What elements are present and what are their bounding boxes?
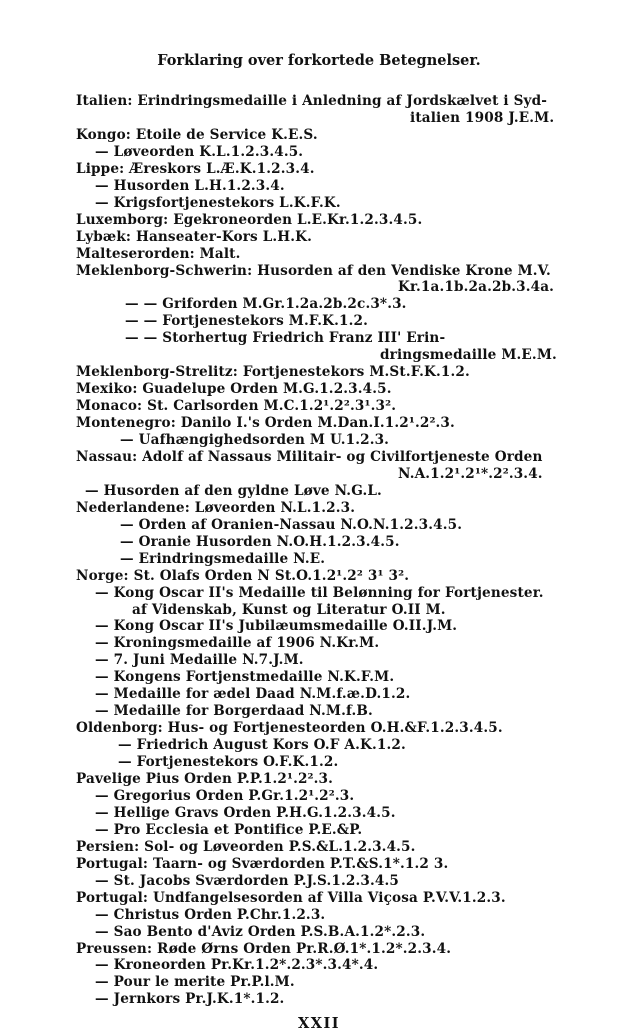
- text-line: — Krigsfortjenestekors L.K.F.K.: [95, 194, 341, 211]
- text-line: — Løveorden K.L.1.2.3.4.5.: [95, 143, 304, 160]
- text-line: Malteserorden: Malt.: [76, 245, 241, 262]
- text-line: — Erindringsmedaille N.E.: [120, 550, 326, 567]
- text-line: — Friedrich August Kors O.F A.K.1.2.: [118, 737, 406, 754]
- text-line: — Kroneorden Pr.Kr.1.2*.2.3*.3.4*.4.: [95, 957, 379, 974]
- text-line: Lippe: Æreskors L.Æ.K.1.2.3.4.: [76, 160, 315, 177]
- text-line: — Christus Orden P.Chr.1.2.3.: [95, 906, 326, 923]
- text-line: — Fortjenestekors O.F.K.1.2.: [118, 754, 339, 771]
- text-line: italien 1908 J.E.M.: [410, 109, 555, 126]
- page-title: Forklaring over forkortede Betegnelser.: [157, 52, 481, 69]
- text-line: Preussen: Røde Ørns Orden Pr.R.Ø.1*.1.2*.2.3.4.: [76, 940, 452, 957]
- text-line: — Medaille for Borgerdaad N.M.f.B.: [95, 703, 373, 720]
- text-line: — — Fortjenestekors M.F.K.1.2.: [125, 313, 369, 330]
- text-line: Lybæk: Hanseater-Kors L.H.K.: [76, 228, 313, 245]
- text-line: — Hellige Gravs Orden P.H.G.1.2.3.4.5.: [95, 804, 396, 821]
- text-line: Kongo: Etoile de Service K.E.S.: [76, 126, 318, 143]
- text-line: — Husorden af den gyldne Løve N.G.L.: [85, 482, 382, 499]
- text-line: — Medaille for ædel Daad N.M.f.æ.D.1.2.: [95, 686, 411, 703]
- text-line: — St. Jacobs Sværdorden P.J.S.1.2.3.4.5: [95, 872, 399, 889]
- text-line: — Kroningsmedaille af 1906 N.Kr.M.: [95, 635, 380, 652]
- text-line: — Husorden L.H.1.2.3.4.: [95, 177, 285, 194]
- text-line: Oldenborg: Hus- og Fortjenesteorden O.H.&F.1.2.3.4.5.: [76, 720, 503, 737]
- text-line: — Gregorius Orden P.Gr.1.2¹.2².3.: [95, 787, 355, 804]
- text-line: Italien: Erindringsmedaille i Anledning af Jordskælvet i Syd-: [76, 93, 548, 109]
- text-line: — Kong Oscar II's Jubilæumsmedaille O.II.J.M.: [95, 618, 458, 635]
- text-line: Meklenborg-Strelitz: Fortjenestekors M.St.F.K.1.2.: [76, 364, 470, 381]
- text-line: Meklenborg-Schwerin: Husorden af den Vendiske Krone M.V.: [76, 262, 551, 279]
- text-line: — — Griforden M.Gr.1.2a.2b.2c.3*.3.: [125, 296, 407, 313]
- text-line: — 7. Juni Medaille N.7.J.M.: [95, 652, 304, 669]
- text-line: Norge: St. Olafs Orden N St.O.1.2¹.2² 3¹ 3².: [76, 567, 410, 584]
- page-number: XXII: [297, 1015, 341, 1032]
- text-line: Persien: Sol- og Løveorden P.S.&L.1.2.3.4.5.: [76, 838, 416, 855]
- text-line: Nederlandene: Løveorden N.L.1.2.3.: [76, 499, 356, 516]
- text-line: Pavelige Pius Orden P.P.1.2¹.2².3.: [76, 771, 334, 787]
- text-line: Portugal: Undfangelsesorden af Villa Viçosa P.V.V.1.2.3.: [76, 889, 506, 906]
- text-line: — Sao Bento d'Aviz Orden P.S.B.A.1.2*.2.3.: [95, 923, 426, 940]
- text-line: Nassau: Adolf af Nassaus Militair- og Civilfortjeneste Orden: [76, 448, 543, 465]
- text-line: — — Storhertug Friedrich Franz III' Erin-: [125, 330, 446, 347]
- text-line: Mexiko: Guadelupe Orden M.G.1.2.3.4.5.: [76, 381, 392, 398]
- text-line: Montenegro: Danilo I.'s Orden M.Dan.I.1.2¹.2².3.: [76, 415, 455, 432]
- text-line: Portugal: Taarn- og Sværdorden P.T.&S.1*.1.2 3.: [76, 855, 449, 872]
- text-line: dringsmedaille M.E.M.: [380, 347, 557, 364]
- text-line: — Pour le merite Pr.P.l.M.: [95, 974, 295, 991]
- text-line: — Kong Oscar II's Medaille til Belønning for Fortjenester.: [95, 584, 544, 601]
- text-line: — Oranie Husorden N.O.H.1.2.3.4.5.: [120, 533, 400, 550]
- text-line: — Jernkors Pr.J.K.1*.1.2.: [95, 991, 285, 1008]
- text-line: N.A.1.2¹.2¹*.2².3.4.: [398, 465, 543, 482]
- text-line: — Pro Ecclesia et Pontifice P.E.&P.: [95, 821, 363, 838]
- text-line: af Videnskab, Kunst og Literatur O.II M.: [132, 601, 446, 618]
- text-line: Luxemborg: Egekroneorden L.E.Kr.1.2.3.4.5.: [76, 211, 423, 228]
- text-line: — Uafhængighedsorden M U.1.2.3.: [120, 432, 390, 448]
- text-line: Kr.1a.1b.2a.2b.3.4a.: [398, 279, 555, 296]
- text-line: Monaco: St. Carlsorden M.C.1.2¹.2².3¹.3².: [76, 398, 397, 415]
- text-line: — Orden af Oranien-Nassau N.O.N.1.2.3.4.5.: [120, 516, 463, 533]
- text-line: — Kongens Fortjenstmedaille N.K.F.M.: [95, 669, 395, 686]
